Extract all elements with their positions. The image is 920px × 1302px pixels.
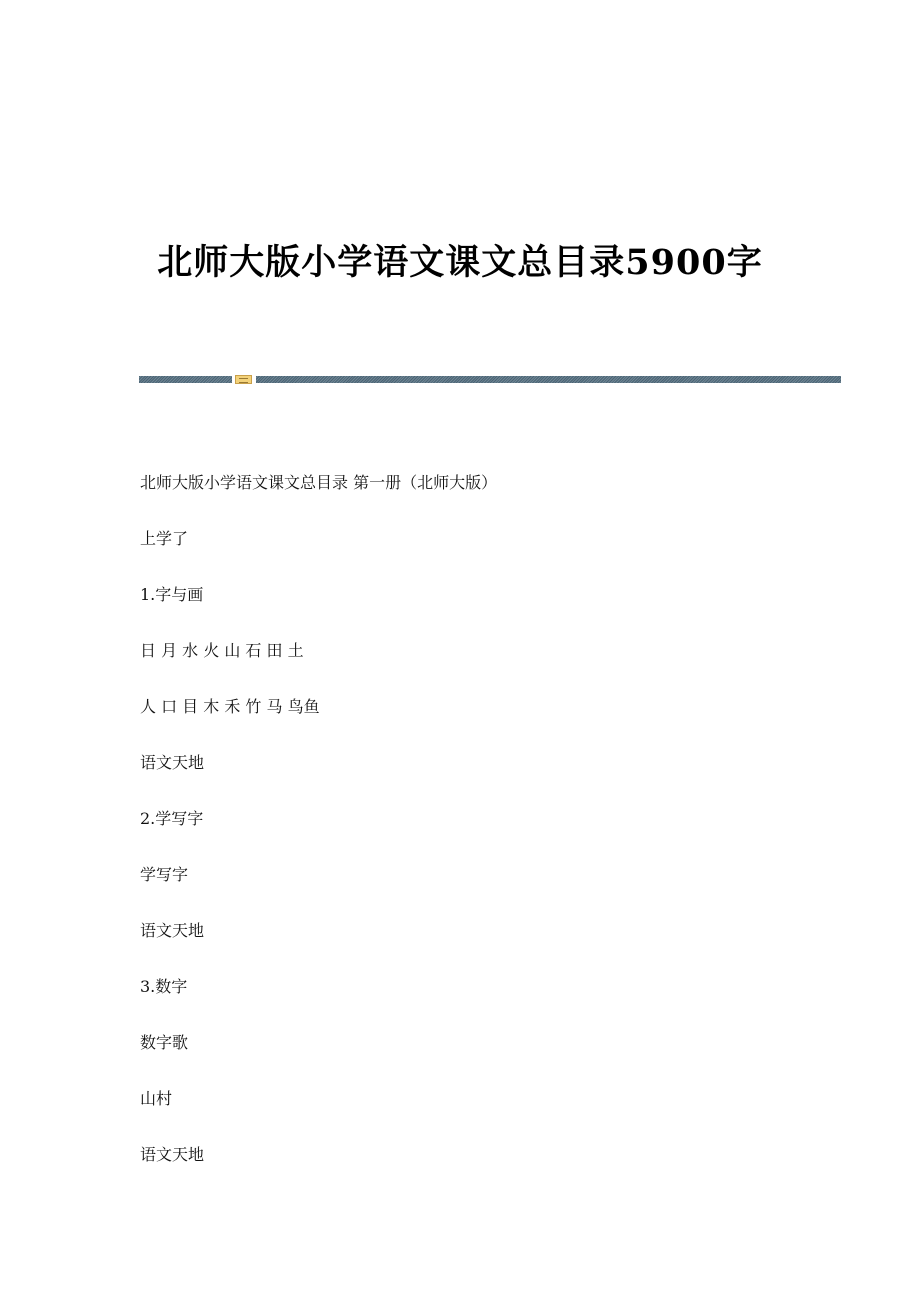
- toc-heading: 北师大版小学语文课文总目录 第一册（北师大版）: [140, 473, 498, 492]
- toc-line: 上学了: [140, 529, 189, 548]
- toc-line: 2.学写字: [140, 809, 204, 828]
- toc-line: 山村: [140, 1089, 173, 1108]
- toc-line: 语文天地: [140, 921, 205, 940]
- toc-line: 语文天地: [140, 753, 205, 772]
- toc-line: 语文天地: [140, 1145, 205, 1164]
- toc-line: 人 口 目 木 禾 竹 马 鸟鱼: [140, 697, 320, 716]
- toc-line: 日 月 水 火 山 石 田 土: [140, 641, 304, 660]
- document-body: [140, 471, 840, 1199]
- toc-line: 3.数字: [140, 977, 188, 996]
- divider-bar-right: [256, 376, 841, 383]
- toc-line: 1.字与画: [140, 585, 204, 604]
- divider-ornament-icon: [235, 375, 252, 384]
- divider-bar-left: [139, 376, 232, 383]
- toc-line: 数字歌: [140, 1033, 189, 1052]
- toc-line: 学写字: [140, 865, 189, 884]
- title-divider: [139, 375, 841, 384]
- document-title: 北师大版小学语文课文总目录5900字: [157, 242, 763, 284]
